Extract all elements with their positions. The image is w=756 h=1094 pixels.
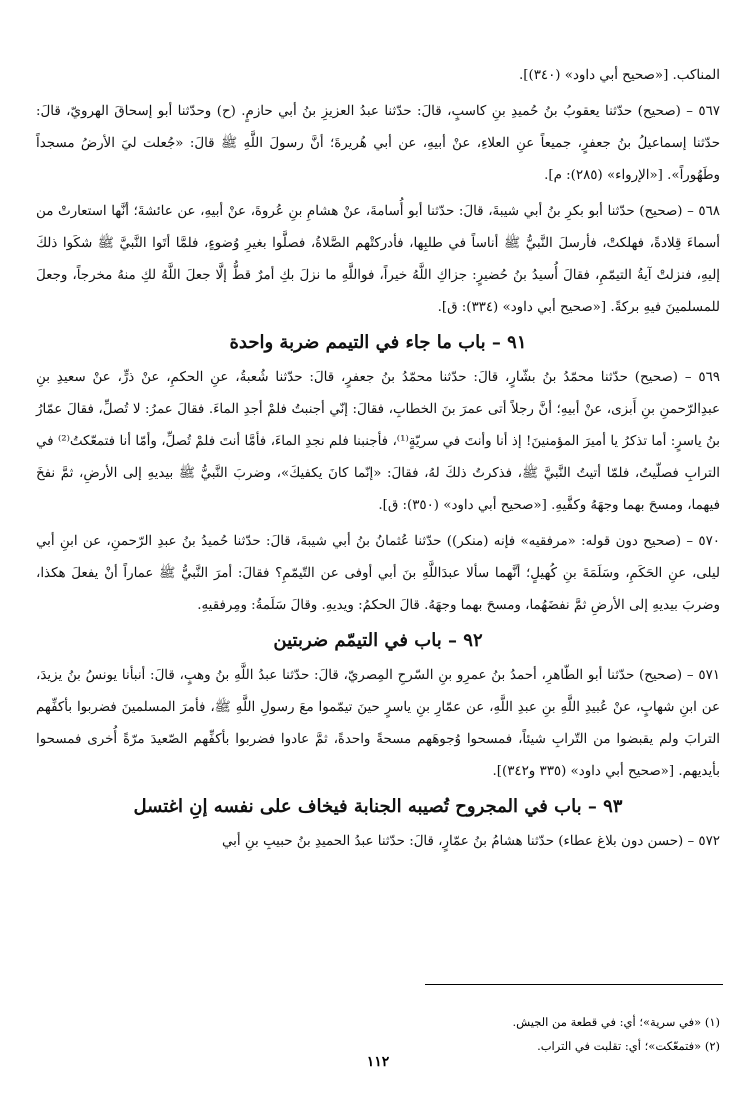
hadith-571: ٥٧١ – (صحيح) حدّثنا أبو الطّاهرِ، أحمدُ بنُ عمرِو بنِ السّرحِ المِصريّ، قالَ: حدّثنا عبدُ اللَّهِ بنُ وهبٍ، قالَ: أنبأنا يونسُ بنُ يزيدَ، عن ابنِ شهابٍ، عنْ عُبيدِ اللَّهِ بنِ عبدِ اللَّهِ، عن عمّارِ بنِ ياسرٍ حينَ تيمّموا معَ رسولِ اللَّهِ ﷺ، فأمرَ المسلمينَ فضربوا بأكفِّهم الترابَ ولم يقبضوا من التّرابِ شيئاً، فمسحوا وُجوهَهم مسحةً واحدةً، ثمَّ عادوا فضربوا بأكفِّهم الصّعيدَ مرّةً أُخرى فمسحوا بأيديهم. [«صحيح أبي داود» (٣٣٥ و٣٤٢)]. (36, 668, 720, 779)
footnote-2: (٢) «فتمعّكت»؛ أي: تقلبت في التراب. (537, 1039, 720, 1053)
chapter-heading-92: ٩٢ – باب في التيمّم ضربتين (273, 630, 483, 651)
page-number: ١١٢ (366, 1054, 390, 1070)
footnote-1: (١) «في سرية»؛ أي: في قطعة من الجيش. (512, 1015, 720, 1029)
footnote-divider (425, 984, 723, 985)
page-body (36, 60, 720, 862)
footnotes (36, 1010, 720, 1058)
hadith-568: ٥٦٨ – (صحيح) حدّثنا أبو بكرِ بنُ أبي شيبةَ، قالَ: حدّثنا أبو أُسامةَ، عنْ هشامِ بنِ عُروةَ، عنْ أبيهِ، عن عائشةَ؛ أنَّها استعارتْ من أسماءَ قِلادةً، فهلكتْ، فأرسلَ النَّبيُّ ﷺ أناساً في طلبِها، فأدركتْهم الصَّلاةُ، فصلَّوا بغيرِ وُضوءٍ، فلمَّا أتَوا النَّبيَّ ﷺ شكَوا ذلكَ إليهِ، فنزلتْ آيةُ التيمّمِ، فقالَ أُسيدُ بنُ حُضيرٍ: جزاكِ اللَّهُ خيراً، فواللَّهِ ما نزلَ بكِ أمرٌ قطُّ إلَّا جعلَ اللَّهُ لكِ منهُ مخرجاً، وجعلَ للمسلمينَ فيهِ بركةً. [«صحيح أبي داود» (٣٣٤): ق]. (36, 204, 720, 315)
hadith-569: ٥٦٩ – (صحيح) حدّثنا محمّدُ بنُ بشّارٍ، قالَ: حدّثنا محمّدُ بنُ جعفرٍ، قالَ: حدّثنا شُعبةُ، عنِ الحكمِ، عنْ ذرٍّ، عنْ سعيدِ بنِ عبدِالرّحمنِ بنِ أَبزى، عنْ أبيهِ؛ أنَّ رجلاً أتى عمرَ بنَ الخطابِ، فقالَ: إنّي أجنبتُ فلمْ أجدِ الماءَ. فقالَ عمرُ: لا تُصلِّ، فقالَ عمّارُ بنُ ياسرٍ: أما تذكرُ يا أميرَ المؤمنينَ! إذ أنا وأنتَ في سريّةٍ⁽¹⁾، فأجنبنا فلم نجدِ الماءَ، فأمَّا أنتَ فلمْ تُصلِّ، وأمّا أنا فتمعّكتُ⁽²⁾ في الترابِ فصلّيتُ، فلمّا أتيتُ النَّبيَّ ﷺ، فذكرتُ ذلكَ لهُ، فقالَ: «إنّما كانَ يكفيكَ»، وضربَ النَّبيُّ ﷺ بيديهِ إلى الأرضِ، ثمَّ نفخَ فيهما، ومسحَ بهما وجهَهُ وكفَّيهِ. [«صحيح أبي داود» (٣٥٠): ق]. (36, 370, 720, 513)
hadith-572: ٥٧٢ – (حسن دون بلاغ عطاء) حدّثنا هشامُ بنُ عمّارٍ، قالَ: حدّثنا عبدُ الحميدِ بنُ حبيبِ بنِ أبي (221, 834, 720, 849)
hadith-567: ٥٦٧ – (صحيح) حدّثنا يعقوبُ بنُ حُميدِ بنِ كاسبٍ، قالَ: حدّثنا عبدُ العزيزِ بنُ أبي حازمٍ. (ح) وحدّثنا أبو إسحاقَ الهرويّ، قالَ: حدّثنا إسماعيلُ بنُ جعفرٍ، جميعاً عنِ العلاءِ، عنْ أبيهِ، عن أبي هُريرةَ؛ أنَّ رسولَ اللَّهِ ﷺ قالَ: «جُعلت ليَ الأرضُ مسجداً وطَهُوراً». [«الإرواء» (٢٨٥): م]. (36, 104, 720, 183)
chapter-heading-91: ٩١ – باب ما جاء في التيمم ضربة واحدة (229, 332, 527, 353)
hadith-570: ٥٧٠ – (صحيح دون قوله: «مرفقيه» فإنه (منكر)) حدّثنا عُثمانُ بنُ أبي شيبةَ، قالَ: حدّثنا حُميدُ بنُ عبدِ الرّحمنِ، عن ابنِ أبي ليلى، عنِ الحَكَمِ، وسَلَمَةَ بنِ كُهيلٍ؛ أنَّهما سألا عبدَاللَّهِ بنَ أبي أوفى عن التّيمّمِ؟ فقالَ: أمرَ النَّبيُّ ﷺ عماراً أنْ يفعلَ هكذا، وضربَ بيديهِ إلى الأرضِ ثمَّ نفضَهُما، ومسحَ بهما وجهَهُ. قالَ الحكمُ: ويديهِ. وقالَ سَلَمةُ: ومِرفقيهِ. (36, 534, 720, 613)
hadith-tail-566: المناكب. [«صحيح أبي داود» (٣٤٠)]. (518, 68, 720, 83)
chapter-heading-93: ٩٣ – باب في المجروح تُصيبه الجنابة فيخاف على نفسه إنِ اغتسل (133, 796, 623, 817)
